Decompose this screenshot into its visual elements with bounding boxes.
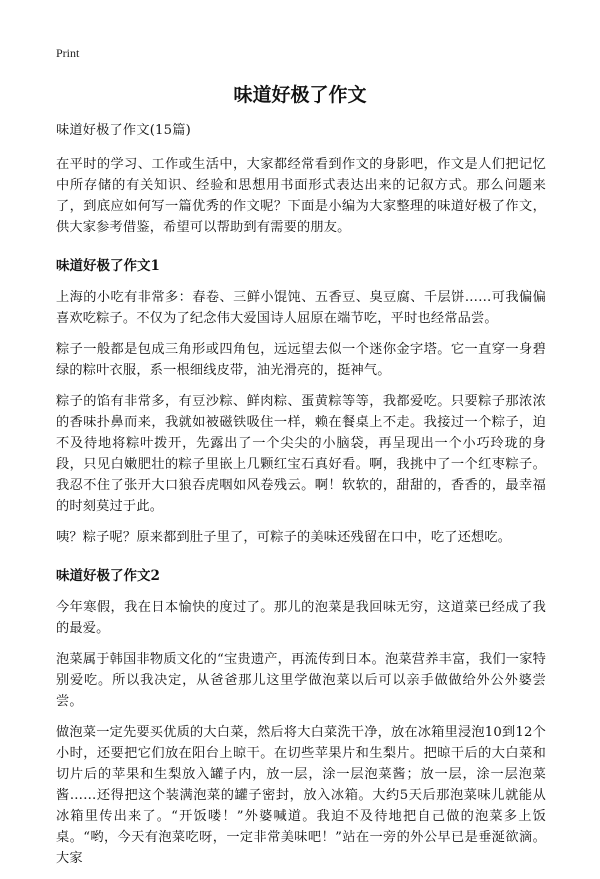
paragraph: 粽子一般都是包成三角形或四角包，远远望去似一个迷你金字塔。它一直穿一身碧绿的粽叶衣服，系一根细线皮带，油光滑亮的，挺神气。 (56, 342, 546, 378)
paragraph: 粽子的馅有非常多，有豆沙粽、鲜肉粽、蛋黄粽等等，我都爱吃。只要粽子那浓浓的香味扑鼻而来，我就如被磁铁吸住一样，赖在餐桌上不走。我接过一个粽子，迫不及待地将粽叶拨开，先露出了一个尖尖的小脑袋，再呈现出一个小巧玲珑的身段，只见白嫩肥壮的粽子里嵌上几颗红宝石真好看。啊，我挑中了一个红枣粽子。我忍不住了张开大口狼吞虎咽如风卷残云。啊！软软的，甜甜的，香香的，最幸福的时刻莫过于此。 (56, 394, 546, 514)
page-title: 味道好极了作文 (233, 84, 367, 106)
paragraph: 咦？粽子呢？原来都到肚子里了，可粽子的美味还残留在口中，吃了还想吃。 (56, 530, 512, 545)
article-subtitle: 味道好极了作文(15篇) (56, 123, 191, 138)
paragraph: 泡菜属于韩国非物质文化的“宝贵遗产，再流传到日本。泡菜营养丰富，我们一家特别爱吃。所以我决定，从爸爸那儿这里学做泡菜以后可以亲手做做给外公外婆尝尝。 (56, 652, 546, 709)
paragraph: 上海的小吃有非常多：春卷、三鲜小馄饨、五香豆、臭豆腐、千层饼……可我偏偏喜欢吃粽子。不仅为了纪念伟大爱国诗人屈原在端节吃，平时也经常品尝。 (56, 290, 546, 326)
section-heading-2: 味道好极了作文2 (56, 568, 160, 584)
article-body (56, 120, 546, 879)
paragraph: 今年寒假，我在日本愉快的度过了。那儿的泡菜是我回味无穷，这道菜已经成了我的最爱。 (56, 600, 546, 636)
paragraph: 做泡菜一定先要买优质的大白菜，然后将大白菜洗干净，放在冰箱里浸泡10到12个小时，还要把它们放在阳台上晾干。在切些苹果片和生梨片。把晾干后的大白菜和切片后的苹果和生梨放入罐子内，放一层，涂一层泡菜酱；放一层，涂一层泡菜酱……还得把这个装满泡菜的罐子密封，放入冰箱。大约5天后那泡菜味儿就能从冰箱里传出来了。“开饭喽！”外婆喊道。我迫不及待地把自己做的泡菜多上饭桌。“哟，今天有泡菜吃呀，一定非常美味吧！”站在一旁的外公早已是垂涎欲滴。大家 (56, 725, 546, 866)
intro-paragraph: 在平时的学习、工作或生活中，大家都经常看到作文的身影吧，作文是人们把记忆中所存储的有关知识、经验和思想用书面形式表达出来的记叙方式。那么问题来了，到底应如何写一篇优秀的作文呢？下面是小编为大家整理的味道好极了作文，供大家参考借鉴，希望可以帮助到有需要的朋友。 (56, 157, 546, 235)
section-heading-1: 味道好极了作文1 (56, 258, 160, 274)
print-link[interactable]: Print (56, 46, 80, 60)
